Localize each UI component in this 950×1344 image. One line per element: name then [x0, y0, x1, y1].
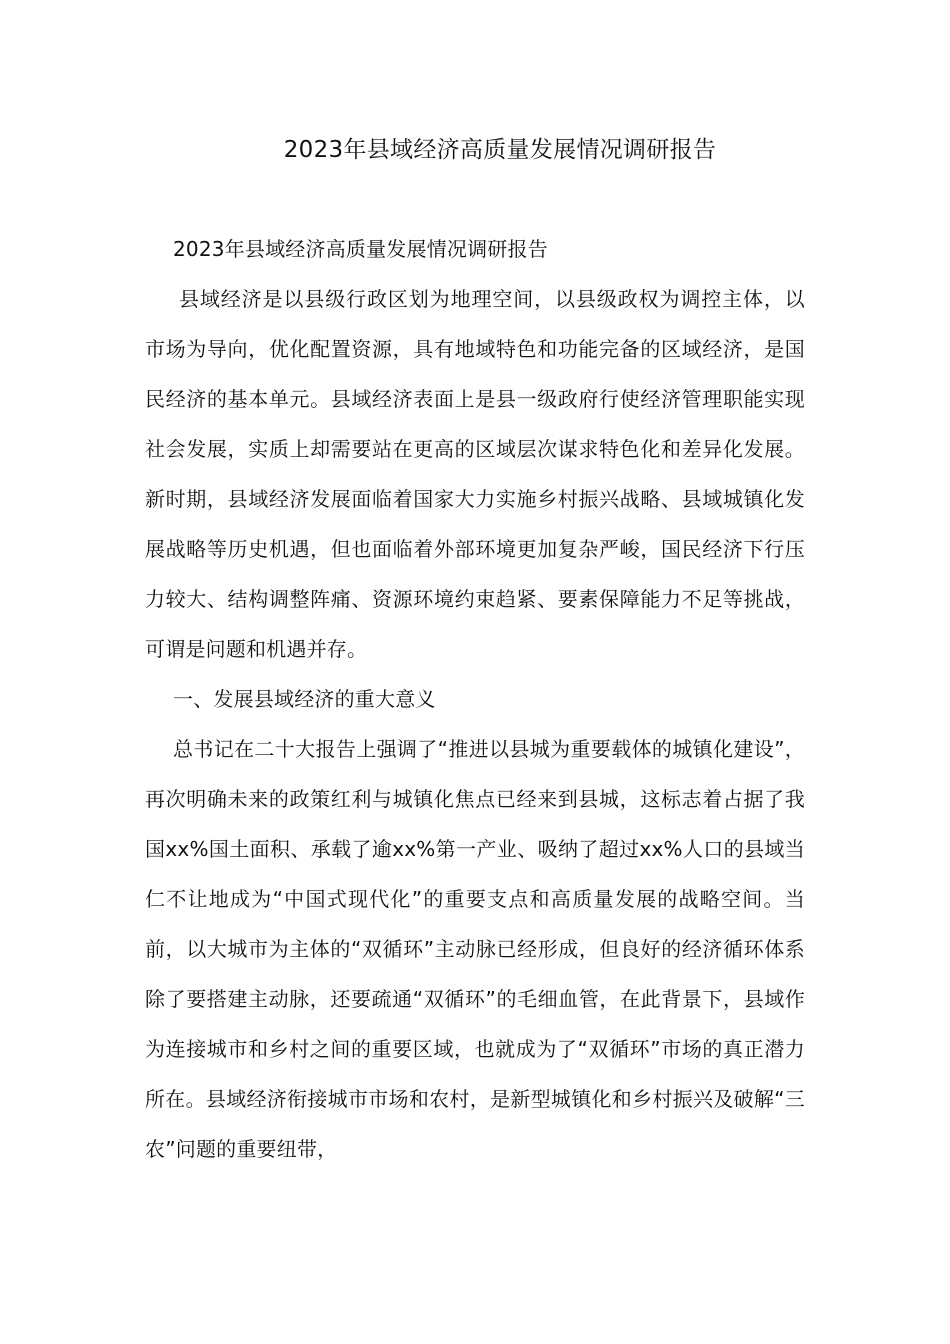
- document-title: 2023年县域经济高质量发展情况调研报告: [283, 137, 717, 163]
- paragraph-subtitle: 2023年县域经济高质量发展情况调研报告: [173, 237, 548, 261]
- section-heading: 一、发展县域经济的重大意义: [173, 687, 436, 711]
- document-body: [145, 224, 805, 1174]
- paragraph-significance: 总书记在二十大报告上强调了“推进以县城为重要载体的城镇化建设”，再次明确未来的政策红利与城镇化焦点已经来到县城，这标志着占据了我国xx%国土面积、承载了逾xx%第一产业、吸纳了超过xx%人口的县域当仁不让地成为“中国式现代化”的重要支点和高质量发展的战略空间。当前，以大城市为主体的“双循环”主动脉已经形成，但良好的经济循环体系除了要搭建主动脉，还要疏通“双循环”的毛细血管，在此背景下，县域作为连接城市和乡村之间的重要区域，也就成为了“双循环”市场的真正潜力所在。县域经济衔接城市市场和农村，是新型城镇化和乡村振兴及破解“三农”问题的重要纽带，: [145, 737, 805, 1161]
- paragraph-intro: 县域经济是以县级行政区划为地理空间，以县级政权为调控主体，以市场为导向，优化配置资源，具有地域特色和功能完备的区域经济，是国民经济的基本单元。县域经济表面上是县一级政府行使经济管理职能实现社会发展，实质上却需要站在更高的区域层次谋求特色化和差异化发展。新时期，县域经济发展面临着国家大力实施乡村振兴战略、县域城镇化发展战略等历史机遇，但也面临着外部环境更加复杂严峻，国民经济下行压力较大、结构调整阵痛、资源环境约束趋紧、要素保障能力不足等挑战，可谓是问题和机遇并存。: [145, 287, 805, 661]
